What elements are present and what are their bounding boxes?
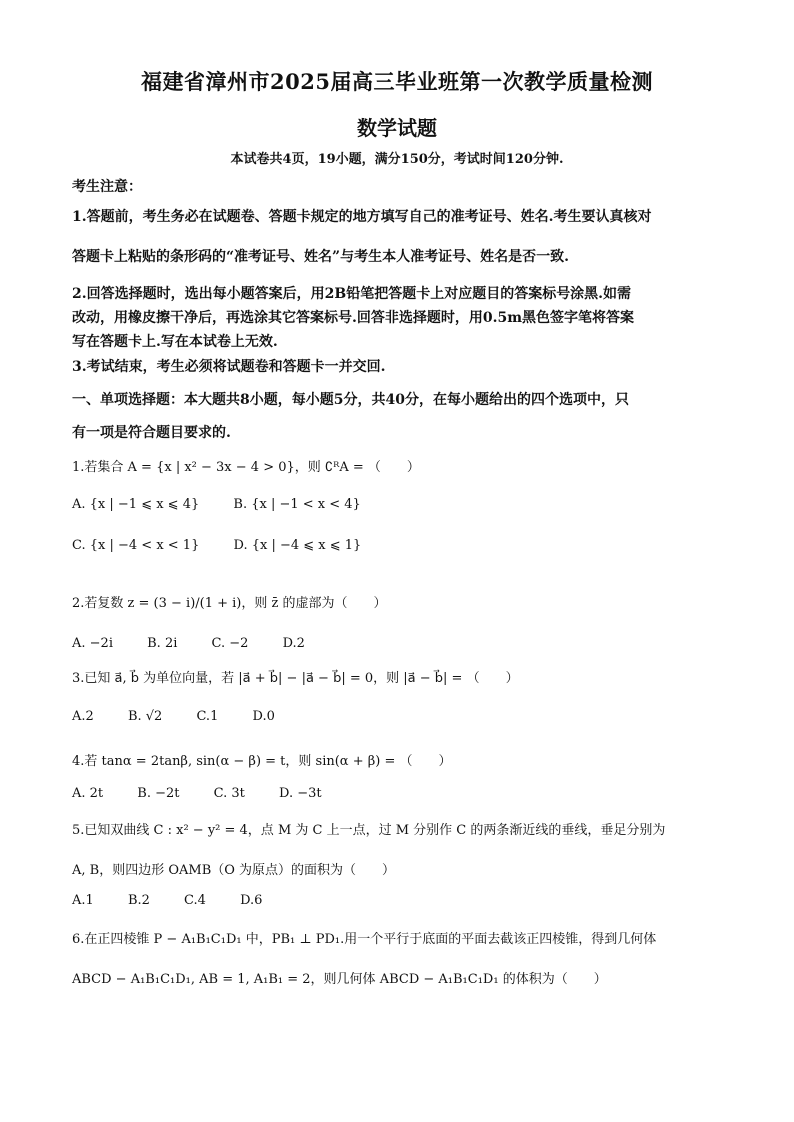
notice-item-2-line-1: 2.回答选择题时，选出每小题答案后，用2B铅笔把答题卡上对应题目的答案标号涂黑.如需 xyxy=(72,286,632,302)
question-5-stem-line-2: A, B，则四边形 OAMB（O 为原点）的面积为（ ） xyxy=(72,863,396,878)
question-6-stem-line-1: 6.在正四棱锥 P − A₁B₁C₁D₁ 中，PB₁ ⊥ PD₁.用一个平行于底面的平面去截该正四棱锥，得到几何体 xyxy=(72,932,657,947)
question-3-option-b: B. √2 xyxy=(127,709,163,724)
subject-title: 数学试题 xyxy=(357,116,437,140)
question-3-option-d: D.0 xyxy=(252,709,275,724)
question-4-options xyxy=(72,786,352,801)
question-2-options xyxy=(72,636,335,651)
question-3-stem: 3.已知 a⃗, b⃗ 为单位向量，若 |a⃗ + b⃗| − |a⃗ − b⃗| = 0，则 |a⃗ − b⃗| = （ ） xyxy=(72,671,519,686)
notice-item-3: 3.考试结束，考生必须将试题卷和答题卡一并交回. xyxy=(72,359,386,375)
question-3-option-a: A.2 xyxy=(72,709,94,724)
question-1-option-a: A. {x | −1 ⩽ x ⩽ 4} xyxy=(72,497,200,512)
question-3-option-c: C.1 xyxy=(196,709,219,724)
notice-item-2-line-2: 改动，用橡皮擦干净后，再选涂其它答案标号.回答非选择题时，用0.5m黑色签字笔将答案 xyxy=(72,310,635,326)
question-5-stem-line-1: 5.已知双曲线 C : x² − y² = 4，点 M 为 C 上一点，过 M 分别作 C 的两条渐近线的垂线，垂足分别为 xyxy=(72,823,666,838)
question-2-stem: 2.若复数 z = (3 − i)/(1 + i)，则 z̄ 的虚部为（ ） xyxy=(72,596,387,611)
question-4-stem: 4.若 tanα = 2tanβ, sin(α − β) = t，则 sin(α + β) = （ ） xyxy=(72,754,452,769)
question-1-options-row-1 xyxy=(72,497,391,512)
question-5-option-c: C.4 xyxy=(184,893,206,908)
notice-item-1-line-1: 1.答题前，考生务必在试题卷、答题卡规定的地方填写自己的准考证号、姓名.考生要认真核对 xyxy=(72,209,652,225)
question-1-option-d: D. {x | −4 ⩽ x ⩽ 1} xyxy=(233,538,362,553)
notice-item-2-line-3: 写在答题卡上.写在本试卷上无效. xyxy=(72,334,278,350)
question-1-stem: 1.若集合 A = {x | x² − 3x − 4 > 0}，则 ∁ᴿA = （ ） xyxy=(72,460,420,475)
question-5-option-a: A.1 xyxy=(72,893,94,908)
question-1-option-b: B. {x | −1 < x < 4} xyxy=(233,497,361,512)
question-2-option-b: B. 2i xyxy=(147,636,178,651)
question-5-option-d: D.6 xyxy=(240,893,263,908)
question-4-option-d: D. −3t xyxy=(279,786,322,801)
question-5-option-b: B.2 xyxy=(127,893,150,908)
exam-info: 本试卷共4页，19小题，满分150分，考试时间120分钟. xyxy=(230,152,564,167)
section-1-line-2: 有一项是符合题目要求的. xyxy=(72,425,231,441)
question-1-options-row-2 xyxy=(72,538,391,553)
question-2-option-c: C. −2 xyxy=(211,636,249,651)
question-4-option-b: B. −2t xyxy=(137,786,180,801)
question-4-option-c: C. 3t xyxy=(213,786,245,801)
question-4-option-a: A. 2t xyxy=(72,786,104,801)
notice-heading: 考生注意： xyxy=(72,179,142,195)
notice-item-1-line-2: 答题卡上粘贴的条形码的“准考证号、姓名”与考生本人准考证号、姓名是否一致. xyxy=(72,249,569,265)
section-1-line-1: 一、单项选择题：本大题共8小题，每小题5分，共40分，在每小题给出的四个选项中，只 xyxy=(72,392,629,408)
question-3-options xyxy=(72,709,305,724)
question-6-stem-line-2: ABCD − A₁B₁C₁D₁, AB = 1, A₁B₁ = 2，则几何体 ABCD − A₁B₁C₁D₁ 的体积为（ ） xyxy=(72,972,607,987)
exam-title: 福建省漳州市2025届高三毕业班第一次教学质量检测 xyxy=(141,69,653,94)
question-2-option-a: A. −2i xyxy=(72,636,113,651)
question-1-option-c: C. {x | −4 < x < 1} xyxy=(72,538,200,553)
question-5-options xyxy=(72,893,292,908)
question-2-option-d: D.2 xyxy=(282,636,305,651)
